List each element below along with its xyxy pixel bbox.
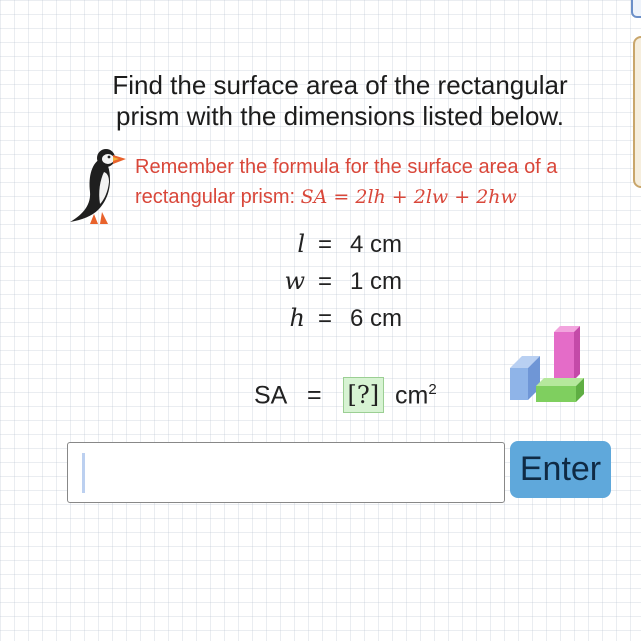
question-line-1: Find the surface area of the rectangular (112, 70, 568, 100)
dimension-value: 6 cm (350, 305, 403, 332)
dimension-length (250, 226, 450, 263)
edge-tab-side[interactable] (633, 36, 641, 188)
dimension-height (250, 300, 450, 337)
stacked-blocks-icon (506, 324, 586, 404)
dimension-equals: = (317, 268, 332, 295)
dimension-equals: = (317, 231, 332, 258)
hint-line-1: Remember the formula for the surface area of a (135, 156, 558, 178)
answer-equals: = (306, 381, 322, 410)
hint-line-2 (135, 182, 615, 212)
text-caret (82, 453, 85, 493)
answer-placeholder: [?] (343, 377, 385, 413)
dimension-variable: l (297, 230, 305, 258)
dimension-variable: h (289, 304, 305, 332)
answer-equation (254, 370, 437, 410)
dimension-equals: = (317, 305, 332, 332)
dimensions-list (250, 226, 450, 337)
dimension-value: 1 cm (350, 268, 403, 295)
puffin-icon (64, 146, 134, 230)
answer-unit: cm (395, 381, 429, 410)
answer-label: SA (254, 381, 286, 410)
dimension-width (250, 263, 450, 300)
dimension-variable: w (284, 267, 305, 295)
hint-prefix: rectangular prism: (135, 186, 296, 208)
edge-tab-top[interactable] (631, 0, 641, 18)
answer-unit-exponent: 2 (428, 381, 437, 398)
dimension-value: 4 cm (350, 231, 403, 258)
formula-hint (135, 152, 615, 212)
question-text (90, 70, 590, 132)
enter-button[interactable]: Enter (510, 441, 611, 498)
surface-area-formula: SA = 2lh + 2lw + 2hw (300, 186, 517, 208)
answer-input[interactable] (67, 442, 505, 503)
question-line-2: prism with the dimensions listed below. (116, 101, 564, 131)
